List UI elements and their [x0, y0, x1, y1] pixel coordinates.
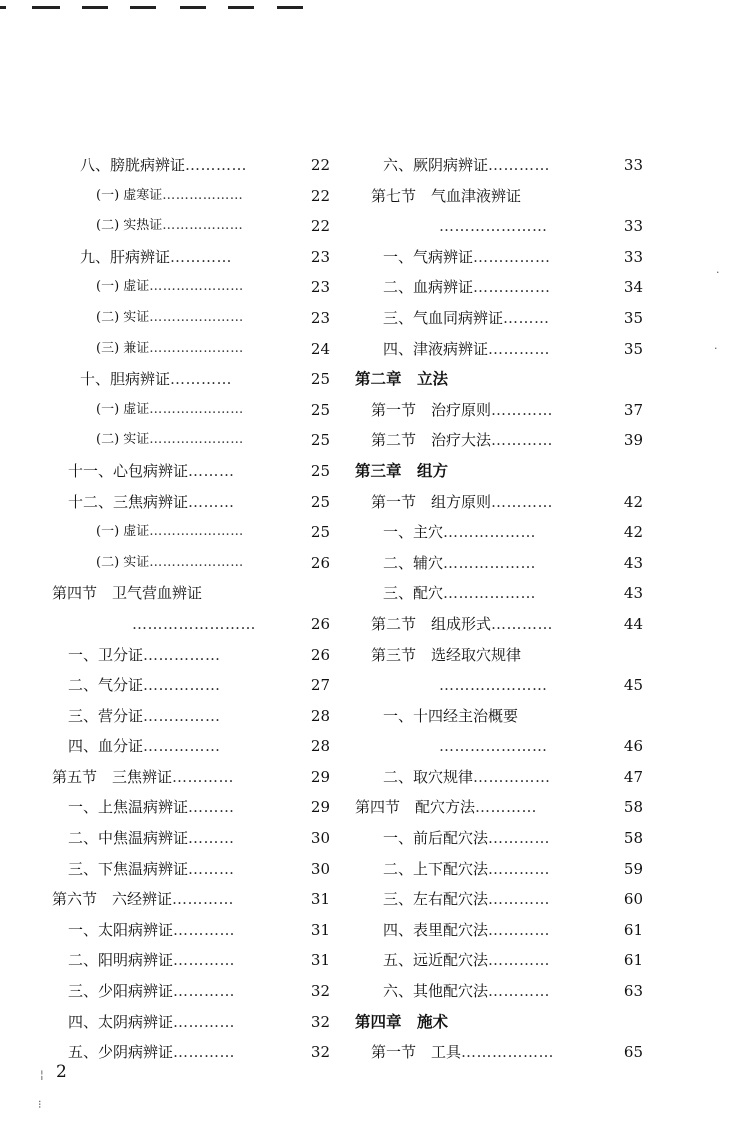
toc-entry-page: 61	[623, 951, 643, 970]
toc-entry-page: 35	[623, 308, 643, 327]
toc-leader-dots: …………	[488, 156, 551, 174]
toc-entry-title: 十二、三焦病辨证	[68, 492, 189, 511]
toc-leader-dots: …………	[170, 247, 233, 266]
toc-entry-label	[68, 792, 235, 823]
toc-entry-title: 九、肝病辨证	[80, 247, 171, 266]
toc-entry-page: 33	[623, 156, 643, 174]
toc-entry-label	[371, 181, 521, 212]
toc-entry-label	[439, 211, 548, 242]
toc-entry-label	[383, 976, 550, 1007]
toc-entry-title: 一、前后配穴法	[383, 829, 489, 848]
toc-entry-title: 一、太阳病辨证	[68, 920, 174, 939]
toc-entry-page: 65	[623, 1043, 643, 1062]
toc-entry	[343, 272, 643, 303]
toc-leader-dots: …………	[488, 920, 551, 939]
toc-entry-title: (二) 实证	[96, 432, 150, 448]
toc-entry	[40, 1007, 330, 1038]
toc-entry-label	[96, 211, 243, 242]
toc-entry	[40, 731, 330, 762]
toc-leader-dots: …………	[488, 829, 551, 848]
toc-leader-dots: …………	[185, 156, 248, 174]
toc-leader-dots: ………………	[461, 1043, 555, 1062]
toc-entry	[343, 915, 643, 946]
toc-entry	[40, 242, 330, 273]
toc-entry-label	[355, 792, 537, 823]
toc-entry	[40, 915, 330, 946]
toc-entry-title: 五、远近配穴法	[383, 951, 489, 970]
toc-entry	[40, 364, 330, 395]
toc-entry-title: 一、卫分证	[68, 645, 144, 664]
toc-entry	[40, 976, 330, 1007]
page-number: 2	[56, 1062, 67, 1082]
toc-entry-label	[96, 425, 244, 456]
toc-leader-dots: …………………	[149, 401, 244, 417]
toc-entry-title: (一) 虚证	[96, 279, 150, 295]
toc-entry-page: 59	[623, 859, 643, 878]
toc-entry	[343, 548, 643, 579]
toc-leader-dots: …………………	[149, 554, 244, 570]
toc-entry	[40, 425, 330, 456]
toc-entry-page: 25	[310, 370, 330, 389]
toc-leader-dots: …………	[488, 859, 551, 878]
toc-entry-title: 第四章 施术	[355, 1012, 449, 1031]
scan-top-edge-marks	[0, 6, 320, 10]
toc-entry-page: 31	[310, 920, 330, 939]
toc-entry-title: 四、血分证	[68, 737, 144, 756]
toc-leader-dots: …………	[488, 951, 551, 970]
toc-leader-dots: ……………	[473, 278, 551, 297]
toc-entry-page: 61	[623, 920, 643, 939]
toc-entry	[40, 609, 330, 640]
toc-entry-label	[96, 272, 244, 303]
toc-entry	[40, 792, 330, 823]
toc-entry	[343, 762, 643, 793]
toc-entry-label	[96, 517, 244, 548]
toc-entry-title: 第一节 治疗原则	[371, 400, 492, 419]
toc-entry-page: 58	[623, 829, 643, 848]
toc-leader-dots: ………	[503, 308, 550, 327]
toc-leader-dots: …………………	[149, 309, 244, 325]
toc-entry-label	[52, 762, 234, 793]
toc-leader-dots: ………………	[443, 523, 537, 542]
toc-entry	[343, 364, 643, 395]
toc-entry-page: 32	[310, 1043, 330, 1062]
toc-entry-label	[80, 242, 232, 273]
toc-entry-label	[383, 334, 550, 365]
toc-entry-label	[132, 609, 256, 640]
toc-entry-title: 一、气病辨证	[383, 247, 474, 266]
toc-entry-title: 四、表里配穴法	[383, 920, 489, 939]
toc-entry-title: 三、配穴	[383, 584, 444, 603]
toc-entry-page: 26	[310, 553, 330, 572]
toc-entry-label	[52, 884, 234, 915]
toc-entry-page: 45	[623, 676, 643, 695]
toc-entry	[40, 150, 330, 181]
toc-entry-title: 八、膀胱病辨证	[80, 156, 186, 174]
toc-leader-dots: ……………	[473, 767, 551, 786]
toc-entry	[343, 823, 643, 854]
toc-leader-dots: ………………	[162, 218, 244, 234]
toc-right-column	[343, 150, 643, 1068]
toc-leader-dots: ……………	[473, 247, 551, 266]
toc-entry-title: 第三章 组方	[355, 461, 449, 480]
toc-entry-page: 26	[310, 645, 330, 664]
toc-entry-page: 25	[310, 523, 330, 542]
toc-entry-label	[383, 548, 536, 579]
toc-entry-title: 十一、心包病辨证	[68, 461, 189, 480]
toc-entry-label	[68, 854, 235, 885]
toc-entry	[343, 976, 643, 1007]
toc-entry-title: 四、津液病辨证	[383, 339, 489, 358]
toc-entry-label	[96, 395, 244, 426]
toc-entry-title: 第三节 选经取穴规律	[371, 645, 522, 664]
scan-speck: ·	[714, 342, 718, 355]
toc-entry	[40, 640, 330, 671]
toc-entry-title: 第四节 卫气营血辨证	[52, 584, 203, 603]
toc-entry	[343, 884, 643, 915]
toc-entry-title: 第二节 治疗大法	[371, 431, 492, 450]
toc-entry	[40, 211, 330, 242]
toc-entry-page: 25	[310, 492, 330, 511]
toc-entry-label	[68, 731, 221, 762]
toc-leader-dots: …………………	[439, 737, 548, 756]
toc-entry-title: 三、左右配穴法	[383, 890, 489, 909]
toc-leader-dots: …………	[491, 492, 554, 511]
toc-entry-label	[383, 303, 550, 334]
toc-entry	[343, 395, 643, 426]
toc-entry-title: 十、胆病辨证	[80, 370, 171, 389]
toc-entry	[343, 854, 643, 885]
toc-entry-label	[383, 150, 550, 181]
toc-entry-label	[68, 456, 235, 487]
toc-entry-page: 23	[310, 308, 330, 327]
toc-entry	[343, 1037, 643, 1068]
toc-leader-dots: …………	[173, 920, 236, 939]
toc-entry	[40, 181, 330, 212]
toc-entry-page: 32	[310, 1012, 330, 1031]
toc-entry-page: 47	[623, 767, 643, 786]
toc-entry-page: 42	[623, 492, 643, 511]
toc-entry-page: 23	[310, 278, 330, 297]
toc-entry-label	[355, 1007, 448, 1038]
toc-entry-title: 二、血病辨证	[383, 278, 474, 297]
scan-margin-mark: ⁝	[38, 1098, 42, 1111]
toc-entry-label	[96, 334, 244, 365]
toc-entry-label	[371, 1037, 554, 1068]
toc-leader-dots: …………………	[149, 432, 244, 448]
toc-entry-title: 三、下焦温病辨证	[68, 859, 189, 878]
toc-entry-title: 第二节 组成形式	[371, 614, 492, 633]
toc-entry-title: (一) 虚寒证	[96, 187, 163, 203]
toc-leader-dots: …………	[488, 339, 551, 358]
toc-entry-page: 23	[310, 247, 330, 266]
toc-entry-page: 31	[310, 951, 330, 970]
toc-entry-title: 三、少阳病辨证	[68, 982, 174, 1001]
toc-entry-page: 28	[310, 706, 330, 725]
toc-entry-label	[371, 640, 521, 671]
toc-entry-title: 二、阳明病辨证	[68, 951, 174, 970]
toc-leader-dots: …………	[488, 890, 551, 909]
toc-entry	[343, 945, 643, 976]
toc-entry-label	[383, 915, 550, 946]
toc-leader-dots: ………	[188, 859, 235, 878]
toc-entry-title: 二、中焦温病辨证	[68, 829, 189, 848]
toc-entry-page: 58	[623, 798, 643, 817]
toc-leader-dots: …………	[491, 614, 554, 633]
toc-entry-label	[355, 456, 448, 487]
toc-entry-label	[383, 701, 518, 732]
toc-entry-title: 一、十四经主治概要	[383, 706, 519, 725]
toc-entry-title: 二、上下配穴法	[383, 859, 489, 878]
toc-leader-dots: ………………	[162, 187, 244, 203]
toc-leader-dots: ………………	[443, 553, 537, 572]
toc-entry-label	[383, 242, 551, 273]
toc-entry-label	[68, 670, 221, 701]
toc-leader-dots: …………	[173, 1012, 236, 1031]
toc-entry-page: 22	[310, 156, 330, 174]
toc-leader-dots: ………	[188, 461, 235, 480]
toc-entry-label	[439, 670, 548, 701]
toc-leader-dots: ……………	[143, 645, 221, 664]
toc-entry	[343, 242, 643, 273]
toc-entry	[40, 548, 330, 579]
toc-entry	[40, 487, 330, 518]
toc-entry-title: (二) 实证	[96, 554, 150, 570]
toc-entry-title: 第七节 气血津液辨证	[371, 186, 522, 205]
toc-entry	[343, 211, 643, 242]
toc-entry-page: 22	[310, 186, 330, 205]
toc-entry-page: 30	[310, 829, 330, 848]
toc-entry-page: 44	[623, 614, 643, 633]
toc-entry	[40, 945, 330, 976]
toc-leader-dots: …………	[170, 370, 233, 389]
toc-entry-page: 39	[623, 431, 643, 450]
toc-entry-label	[383, 854, 550, 885]
toc-entry	[40, 517, 330, 548]
toc-entry-title: 六、厥阴病辨证	[383, 156, 489, 174]
scan-speck: ·	[716, 266, 720, 279]
toc-entry	[343, 578, 643, 609]
toc-entry	[343, 701, 643, 732]
toc-entry-page: 28	[310, 737, 330, 756]
toc-entry-title: 四、太阴病辨证	[68, 1012, 174, 1031]
toc-entry-label	[383, 272, 551, 303]
toc-entry	[40, 823, 330, 854]
toc-entry-page: 42	[623, 523, 643, 542]
toc-entry	[40, 303, 330, 334]
toc-leader-dots: …………	[488, 982, 551, 1001]
toc-entry	[40, 670, 330, 701]
toc-entry-page: 25	[310, 400, 330, 419]
toc-entry-page: 26	[310, 614, 330, 633]
toc-entry-label	[68, 1037, 235, 1068]
toc-leader-dots: …………	[172, 890, 235, 909]
toc-entry	[40, 701, 330, 732]
toc-entry-label	[68, 823, 235, 854]
toc-entry-label	[68, 1007, 235, 1038]
toc-entry	[343, 609, 643, 640]
toc-entry-page: 24	[310, 339, 330, 358]
toc-entry-title: 一、主穴	[383, 523, 444, 542]
toc-entry-label	[383, 762, 551, 793]
toc-leader-dots: ……………	[143, 706, 221, 725]
toc-entry-label	[68, 976, 235, 1007]
toc-entry-label	[371, 609, 553, 640]
toc-entry-page: 60	[623, 890, 643, 909]
toc-entry-page: 43	[623, 553, 643, 572]
toc-entry-title: (二) 实热证	[96, 218, 163, 234]
toc-entry	[40, 762, 330, 793]
toc-entry-page: 63	[623, 982, 643, 1001]
toc-leader-dots: ……………	[143, 676, 221, 695]
toc-entry	[343, 670, 643, 701]
toc-entry-title: 第五节 三焦辨证	[52, 767, 173, 786]
toc-leader-dots: ………………	[443, 584, 537, 603]
toc-entry-page: 35	[623, 339, 643, 358]
toc-entry-label	[80, 364, 232, 395]
toc-entry	[343, 303, 643, 334]
toc-entry-title: 二、气分证	[68, 676, 144, 695]
toc-leader-dots: …………	[491, 400, 554, 419]
toc-leader-dots: …………………	[439, 217, 548, 236]
toc-entry-page: 27	[310, 676, 330, 695]
toc-entry-page: 25	[310, 431, 330, 450]
toc-entry	[343, 456, 643, 487]
toc-entry-title: 第一节 组方原则	[371, 492, 492, 511]
toc-entry	[343, 487, 643, 518]
toc-entry-title: (一) 虚证	[96, 401, 150, 417]
toc-entry-label	[371, 487, 553, 518]
toc-entry-page: 37	[623, 400, 643, 419]
toc-leader-dots: …………	[173, 982, 236, 1001]
toc-entry-page: 25	[310, 461, 330, 480]
toc-entry-page: 33	[623, 247, 643, 266]
toc-entry	[40, 272, 330, 303]
toc-entry-label	[383, 945, 550, 976]
toc-entry-title: 二、辅穴	[383, 553, 444, 572]
toc-entry-page: 34	[623, 278, 643, 297]
toc-entry-label	[68, 701, 221, 732]
toc-leader-dots: ………	[188, 492, 235, 511]
toc-entry-title: 二、取穴规律	[383, 767, 474, 786]
toc-entry	[343, 334, 643, 365]
toc-entry	[40, 456, 330, 487]
toc-leader-dots: ……………………	[132, 614, 256, 633]
toc-entry-title: 一、上焦温病辨证	[68, 798, 189, 817]
toc-entry	[343, 425, 643, 456]
toc-entry-title: (三) 兼证	[96, 340, 150, 356]
toc-entry	[343, 181, 643, 212]
toc-entry-page: 22	[310, 217, 330, 236]
toc-entry	[40, 334, 330, 365]
toc-leader-dots: …………	[491, 431, 554, 450]
toc-entry-page: 30	[310, 859, 330, 878]
toc-entry	[343, 517, 643, 548]
toc-entry-title: 三、营分证	[68, 706, 144, 725]
toc-entry-title: 第四节 配穴方法	[355, 798, 476, 817]
toc-entry-label	[96, 548, 244, 579]
toc-leader-dots: ……………	[143, 737, 221, 756]
toc-entry	[343, 640, 643, 671]
toc-leader-dots: …………	[173, 951, 236, 970]
toc-entry-label	[80, 150, 247, 181]
toc-entry-label	[383, 823, 550, 854]
toc-entry-label	[371, 395, 553, 426]
toc-leader-dots: …………	[475, 798, 538, 817]
toc-entry-label	[52, 578, 202, 609]
toc-entry	[40, 854, 330, 885]
toc-entry-title: (二) 实证	[96, 309, 150, 325]
toc-entry-page: 29	[310, 767, 330, 786]
toc-entry-title: 第一节 工具	[371, 1043, 462, 1062]
toc-entry-label	[439, 731, 548, 762]
toc-entry-label	[68, 915, 235, 946]
toc-entry-label	[355, 364, 448, 395]
toc-leader-dots: …………	[173, 1043, 236, 1062]
toc-entry	[343, 150, 643, 181]
toc-entry	[343, 1007, 643, 1038]
toc-left-column	[40, 150, 330, 1068]
toc-entry-label	[68, 945, 235, 976]
toc-leader-dots: ………	[188, 829, 235, 848]
toc-entry-label	[383, 517, 536, 548]
toc-entry	[40, 578, 330, 609]
toc-leader-dots: ………	[188, 798, 235, 817]
toc-entry-title: 第二章 立法	[355, 370, 449, 389]
toc-entry-page: 31	[310, 890, 330, 909]
toc-entry-title: 五、少阴病辨证	[68, 1043, 174, 1062]
toc-leader-dots: …………………	[149, 340, 244, 356]
toc-entry-label	[96, 303, 244, 334]
toc-entry-page: 43	[623, 584, 643, 603]
toc-entry	[343, 792, 643, 823]
toc-entry-label	[383, 884, 550, 915]
toc-entry-title: 三、气血同病辨证	[383, 308, 504, 327]
toc-entry-title: (一) 虚证	[96, 524, 150, 540]
toc-entry-label	[371, 425, 553, 456]
toc-entry-page: 29	[310, 798, 330, 817]
toc-entry-title: 六、其他配穴法	[383, 982, 489, 1001]
toc-entry-label	[96, 181, 243, 212]
toc-entry-title: 第六节 六经辨证	[52, 890, 173, 909]
toc-entry-label	[68, 487, 235, 518]
toc-entry-page: 46	[623, 737, 643, 756]
toc-leader-dots: …………………	[439, 676, 548, 695]
toc-entry-page: 33	[623, 217, 643, 236]
toc-entry	[40, 884, 330, 915]
toc-entry	[40, 1037, 330, 1068]
toc-entry-page: 32	[310, 982, 330, 1001]
toc-leader-dots: …………	[172, 767, 235, 786]
scan-margin-mark: ¦	[40, 1068, 44, 1081]
toc-entry	[343, 731, 643, 762]
toc-entry	[40, 395, 330, 426]
toc-leader-dots: …………………	[149, 524, 244, 540]
toc-entry-label	[383, 578, 536, 609]
toc-entry-label	[68, 640, 221, 671]
toc-leader-dots: …………………	[149, 279, 244, 295]
